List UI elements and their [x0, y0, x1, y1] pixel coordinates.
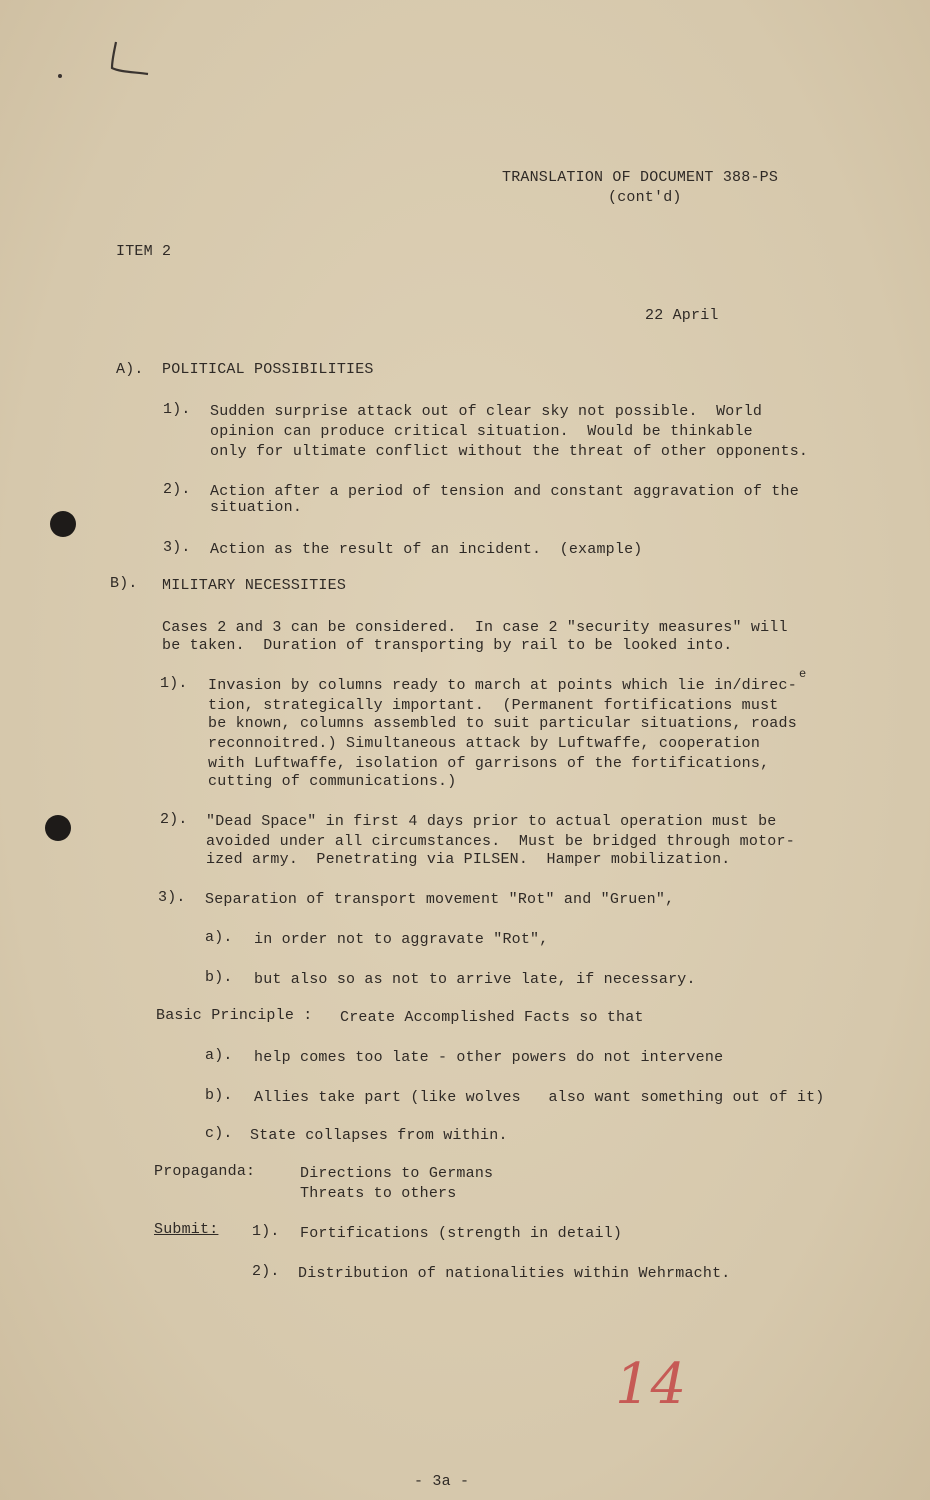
section-b-item-line: with Luftwaffe, isolation of garrisons of the fortifications,: [208, 755, 770, 772]
section-b-item-num: 2).: [160, 811, 188, 828]
section-b-intro-line: Cases 2 and 3 can be considered. In case 2 "security measures" will: [162, 619, 788, 636]
section-b-item-line: ized army. Penetrating via PILSEN. Hamper mobilization.: [206, 851, 731, 868]
submit-label: Submit:: [154, 1221, 219, 1238]
ink-dot: [58, 74, 62, 78]
section-b-label: B).: [110, 575, 138, 592]
section-b-item-line: avoided under all circumstances. Must be bridged through motor-: [206, 833, 795, 850]
principle-text: Create Accomplished Facts so that: [340, 1009, 644, 1026]
section-a-item-line: situation.: [210, 499, 303, 516]
document-date: 22 April: [645, 307, 719, 324]
section-a-item-num: 3).: [163, 539, 191, 556]
page-number: - 3a -: [414, 1473, 470, 1490]
submit-item-num: 2).: [252, 1263, 280, 1280]
document-title-contd: (cont'd): [608, 189, 682, 206]
section-b-item-line: reconnoitred.) Simultaneous attack by Luftwaffe, cooperation: [208, 735, 761, 752]
principle-label: Basic Principle :: [156, 1007, 313, 1024]
section-b-item-line: "Dead Space" in first 4 days prior to actual operation must be: [206, 813, 777, 830]
pencil-mark-icon: [100, 38, 160, 83]
principle-item-num: b).: [205, 1087, 233, 1104]
section-b-title: MILITARY NECESSITIES: [162, 577, 347, 594]
section-b-item-num: 3).: [158, 889, 186, 906]
section-b-item-num: 1).: [160, 675, 188, 692]
document-title: TRANSLATION OF DOCUMENT 388-PS: [502, 169, 779, 186]
propaganda-line: Threats to others: [300, 1185, 457, 1202]
inserted-letter: e: [799, 667, 807, 681]
section-a-item-line: Sudden surprise attack out of clear sky not possible. World: [210, 403, 763, 420]
principle-item-text: State collapses from within.: [250, 1127, 508, 1144]
section-b-sub-text: in order not to aggravate "Rot",: [254, 931, 549, 948]
principle-item-num: c).: [205, 1125, 233, 1142]
section-a-item-line: Action after a period of tension and constant aggravation of the: [210, 483, 799, 500]
section-b-item-line: Invasion by columns ready to march at points which lie in/direc-: [208, 677, 797, 694]
section-a-label: A).: [116, 361, 144, 378]
submit-item-text: Distribution of nationalities within Wehrmacht.: [298, 1265, 731, 1282]
principle-item-text: Allies take part (like wolves also want something out of it): [254, 1089, 825, 1106]
section-a-item-line: opinion can produce critical situation. Would be thinkable: [210, 423, 753, 440]
section-b-sub-text: but also so as not to arrive late, if necessary.: [254, 971, 696, 988]
handwritten-page-number: 14: [615, 1352, 687, 1417]
item-label: ITEM 2: [116, 243, 172, 260]
section-b-item-line: cutting of communications.): [208, 773, 457, 790]
propaganda-line: Directions to Germans: [300, 1165, 494, 1182]
section-a-title: POLITICAL POSSIBILITIES: [162, 361, 374, 378]
propaganda-label: Propaganda:: [154, 1163, 256, 1180]
section-b-item-line: Separation of transport movement "Rot" and "Gruen",: [205, 891, 675, 908]
section-b-sub-num: a).: [205, 929, 233, 946]
section-b-item-line: tion, strategically important. (Permanent fortifications must: [208, 697, 779, 714]
section-a-item-line: Action as the result of an incident. (example): [210, 541, 643, 558]
punch-hole-top: [50, 511, 76, 537]
section-a-item-line: only for ultimate conflict without the threat of other opponents.: [210, 443, 809, 460]
section-b-item-line: be known, columns assembled to suit particular situations, roads: [208, 715, 797, 732]
submit-item-num: 1).: [252, 1223, 280, 1240]
section-a-item-num: 2).: [163, 481, 191, 498]
punch-hole-bottom: [45, 815, 71, 841]
principle-item-num: a).: [205, 1047, 233, 1064]
section-b-intro-line: be taken. Duration of transporting by rail to be looked into.: [162, 637, 733, 654]
section-a-item-num: 1).: [163, 401, 191, 418]
submit-item-text: Fortifications (strength in detail): [300, 1225, 623, 1242]
principle-item-text: help comes too late - other powers do not intervene: [254, 1049, 724, 1066]
section-b-sub-num: b).: [205, 969, 233, 986]
